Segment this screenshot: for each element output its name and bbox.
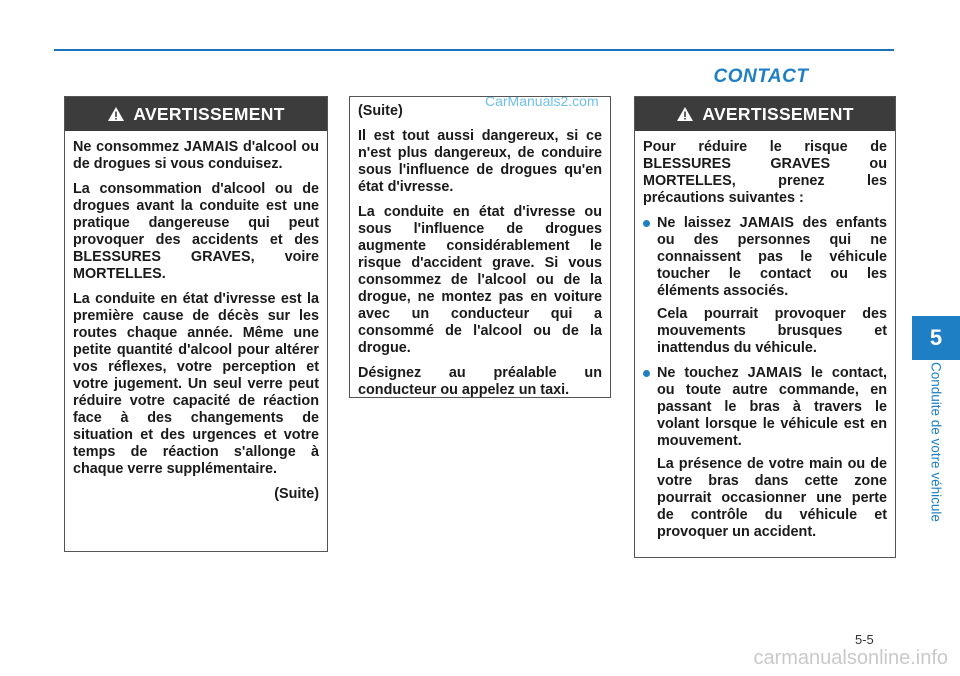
warning-paragraph: Ne consommez JAMAIS d'alcool ou de drogues si vous conduisez. xyxy=(73,139,319,172)
warning-triangle-icon xyxy=(107,106,125,122)
warning-box-right xyxy=(634,96,896,558)
continued-label: (Suite) xyxy=(358,103,403,119)
bullet-dot-icon xyxy=(643,220,650,227)
bullet-subtext: Cela pourrait provoquer des mouvements brusques et inattendus du véhicule. xyxy=(657,306,887,356)
warning-header-label: AVERTISSEMENT xyxy=(133,103,285,124)
warning-paragraph: La conduite en état d'ivresse est la première cause de décès sur les routes chaque année. Même une petite quantité d'alcool pour altérer vos réflexes, votre perception et votre jugement. Un seul verre peut réduire votre capacité de réaction face à des changements de situation et des urgences et votre temps de réaction s'allonge à chaque verre supplémentaire. xyxy=(73,291,319,477)
warning-box-middle xyxy=(349,96,611,398)
page-number: 5-5 xyxy=(855,632,874,647)
warning-paragraph: La conduite en état d'ivresse ou sous l'influence de drogues augmente considérablement le risque d'accident grave. Si vous consommez de l'alcool ou de la drogue, ne montez pas en voiture avec un conducteur qui a consommé de l'alcool ou de la drogue. xyxy=(358,204,602,356)
watermark-bottom: carmanualsonline.info xyxy=(753,647,948,669)
warning-paragraph: Il est tout aussi dangereux, si ce n'est plus dangereux, de conduire sous l'influence de drogues qu'en état d'ivresse. xyxy=(358,128,602,195)
chapter-title: Conduite de votre véhicule xyxy=(928,362,944,522)
watermark-top: CarManuals2.com xyxy=(485,93,599,109)
top-rule xyxy=(54,49,894,51)
warning-header xyxy=(65,97,327,131)
list-item xyxy=(643,365,887,541)
bullet-dot-icon xyxy=(643,370,650,377)
precaution-list xyxy=(643,215,887,541)
bullet-text: Ne touchez JAMAIS le contact, ou toute autre commande, en passant le bras à travers le volant lorsque le véhicule est en mouvement. xyxy=(657,365,887,449)
section-title: CONTACT xyxy=(713,66,809,87)
chapter-tab: 5 xyxy=(912,316,960,360)
warning-box-left xyxy=(64,96,328,552)
continued-label: (Suite) xyxy=(274,486,319,502)
warning-paragraph: Désignez au préalable un conducteur ou appelez un taxi. xyxy=(358,365,602,398)
warning-header-label: AVERTISSEMENT xyxy=(702,103,854,124)
warning-intro: Pour réduire le risque de BLESSURES GRAVES ou MORTELLES, prenez les précautions suivantes : xyxy=(643,139,887,206)
warning-header xyxy=(635,97,895,131)
warning-triangle-icon xyxy=(676,106,694,122)
list-item xyxy=(643,215,887,357)
warning-paragraph: La consommation d'alcool ou de drogues avant la conduite est une pratique dangereuse qui peut provoquer des accidents et des BLESSURES GRAVES, voire MORTELLES. xyxy=(73,181,319,282)
bullet-subtext: La présence de votre main ou de votre bras dans cette zone pourrait occasionner une perte de contrôle du véhicule et provoquer un accident. xyxy=(657,456,887,540)
bullet-text: Ne laissez JAMAIS des enfants ou des personnes qui ne connaissent pas le véhicule toucher le contact ou les éléments associés. xyxy=(657,215,887,299)
